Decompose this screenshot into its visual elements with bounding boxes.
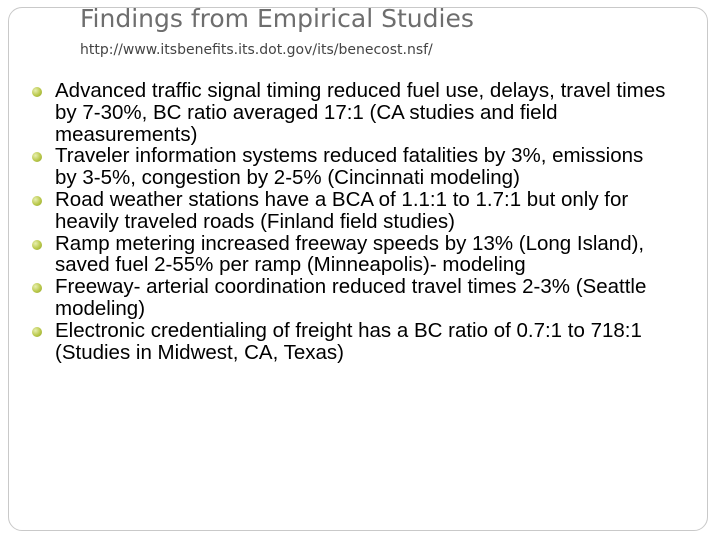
finding-text: Traveler information systems reduced fatalities by 3%, emissions by 3-5%, congestion by 2-5% (Cincinnati modeling) [55,144,644,190]
finding-bullet-signal-timing [30,80,670,145]
bullet-dot-icon [32,283,42,293]
source-url: http://www.itsbenefits.its.dot.gov/its/benecost.nsf/ [80,42,433,58]
findings-list [30,80,670,363]
finding-text: Advanced traffic signal timing reduced fuel use, delays, travel times by 7-30%, BC ratio averaged 17:1 (CA studies and field measurements) [55,79,666,146]
finding-bullet-road-weather [30,189,670,233]
finding-text: Road weather stations have a BCA of 1.1:1 to 1.7:1 but only for heavily traveled roads (Finland field studies) [55,187,629,233]
bullet-dot-icon [32,327,42,337]
finding-bullet-freight-credentialing [30,320,670,364]
finding-bullet-freeway-arterial [30,276,670,320]
finding-text: Electronic credentialing of freight has a BC ratio of 0.7:1 to 718:1 (Studies in Midwest, CA, Texas) [55,318,642,364]
finding-bullet-ramp-metering [30,233,670,277]
finding-text: Ramp metering increased freeway speeds by 13% (Long Island), saved fuel 2-55% per ramp (Minneapolis)- modeling [55,231,645,277]
finding-bullet-traveler-info [30,145,670,189]
bullet-dot-icon [32,152,42,162]
bullet-dot-icon [32,240,42,250]
slide-title: Findings from Empirical Studies [80,4,474,33]
finding-text: Freeway- arterial coordination reduced travel times 2-3% (Seattle modeling) [55,275,647,320]
bullet-dot-icon [32,87,42,97]
bullet-dot-icon [32,196,42,206]
